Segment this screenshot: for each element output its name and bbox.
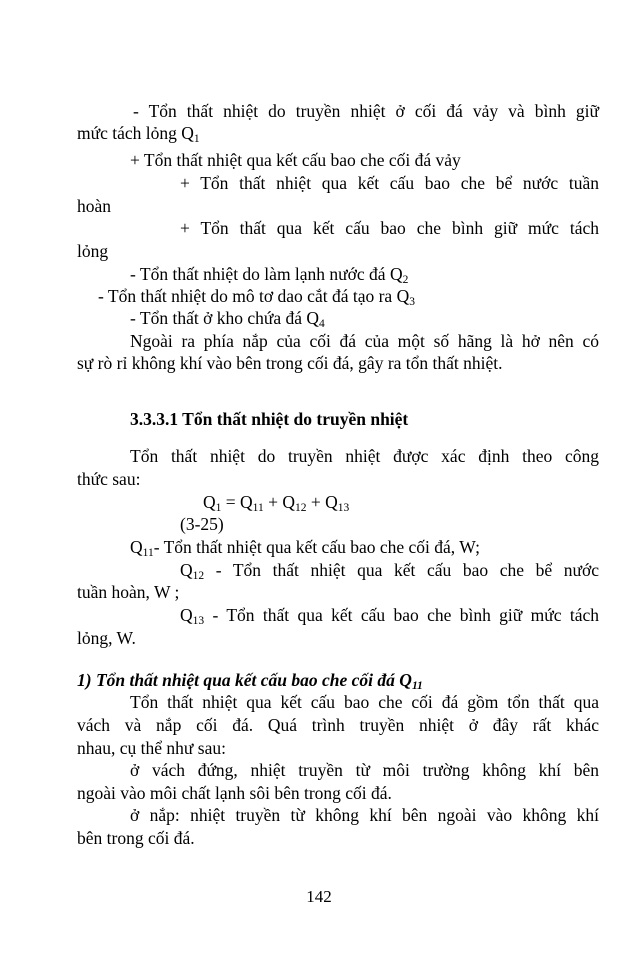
equation-number: (3-25) bbox=[180, 514, 224, 534]
text-line: tuần hoàn, W ; bbox=[77, 582, 180, 602]
text-line: + Tổn thất qua kết cấu bao che bình giữ mức tách bbox=[180, 218, 599, 238]
text-line: + Tổn thất nhiệt qua kết cấu bao che bể nước tuần bbox=[180, 173, 599, 193]
text-line: lỏng, W. bbox=[77, 628, 136, 648]
text-line: + Tổn thất nhiệt qua kết cấu bao che cối đá vảy bbox=[130, 150, 461, 170]
text-line: Ngoài ra phía nắp của cối đá của một số hãng là hở nên có bbox=[130, 331, 599, 351]
text-line: - Tổn thất nhiệt do mô tơ dao cắt đá tạo ra $Q_3$ bbox=[98, 286, 415, 308]
text-line: - Tổn thất ở kho chứa đá $Q_4$ bbox=[130, 308, 325, 330]
text-line: - Tổn thất nhiệt do làm lạnh nước đá $Q_2$ bbox=[130, 264, 409, 286]
text-line: mức tách lỏng $Q_1$ bbox=[77, 123, 200, 145]
text-line: sự rò rỉ không khí vào bên trong cối đá, gây ra tổn thất nhiệt. bbox=[77, 353, 503, 373]
text-line: hoàn bbox=[77, 196, 112, 216]
text-line: nhau, cụ thể như sau: bbox=[77, 738, 226, 758]
page-number: 142 bbox=[306, 887, 332, 906]
text-line: ở vách đứng, nhiệt truyền từ môi trường không khí bên bbox=[130, 760, 599, 780]
formula: $Q_1 = Q_{11} + Q_{12} + Q_{13}$ bbox=[203, 492, 350, 514]
definition-line: $Q_{11}-$ Tổn thất nhiệt qua kết cấu bao che cối đá, W; bbox=[130, 537, 480, 559]
text-line: Tổn thất nhiệt qua kết cấu bao che cối đá gồm tổn thất qua bbox=[130, 692, 599, 712]
text-line: lỏng bbox=[77, 241, 109, 261]
text-line: thức sau: bbox=[77, 469, 141, 489]
text-line: ngoài vào môi chất lạnh sôi bên trong cối đá. bbox=[77, 783, 392, 803]
text-line: ở nắp: nhiệt truyền từ không khí bên ngoài vào không khí bbox=[130, 805, 599, 825]
subsection-heading: 1) Tổn thất nhiệt qua kết cấu bao che cối đá $Q_{11}$ bbox=[77, 670, 423, 692]
definition-line: $Q_{12}$ - Tổn thất nhiệt qua kết cấu bao che bể nước bbox=[180, 560, 599, 582]
definition-line: $Q_{13}$ - Tổn thất qua kết cấu bao che bình giữ mức tách bbox=[180, 605, 599, 627]
text-line: vách và nắp cối đá. Quá trình truyền nhiệt ở đây rất khác bbox=[77, 715, 599, 735]
text-line: Tổn thất nhiệt do truyền nhiệt được xác định theo công bbox=[130, 446, 599, 466]
text-line: - Tổn thất nhiệt do truyền nhiệt ở cối đá vảy và bình giữ bbox=[133, 101, 599, 121]
section-heading: 3.3.3.1 Tổn thất nhiệt do truyền nhiệt bbox=[130, 409, 409, 429]
text-line: bên trong cối đá. bbox=[77, 828, 195, 848]
